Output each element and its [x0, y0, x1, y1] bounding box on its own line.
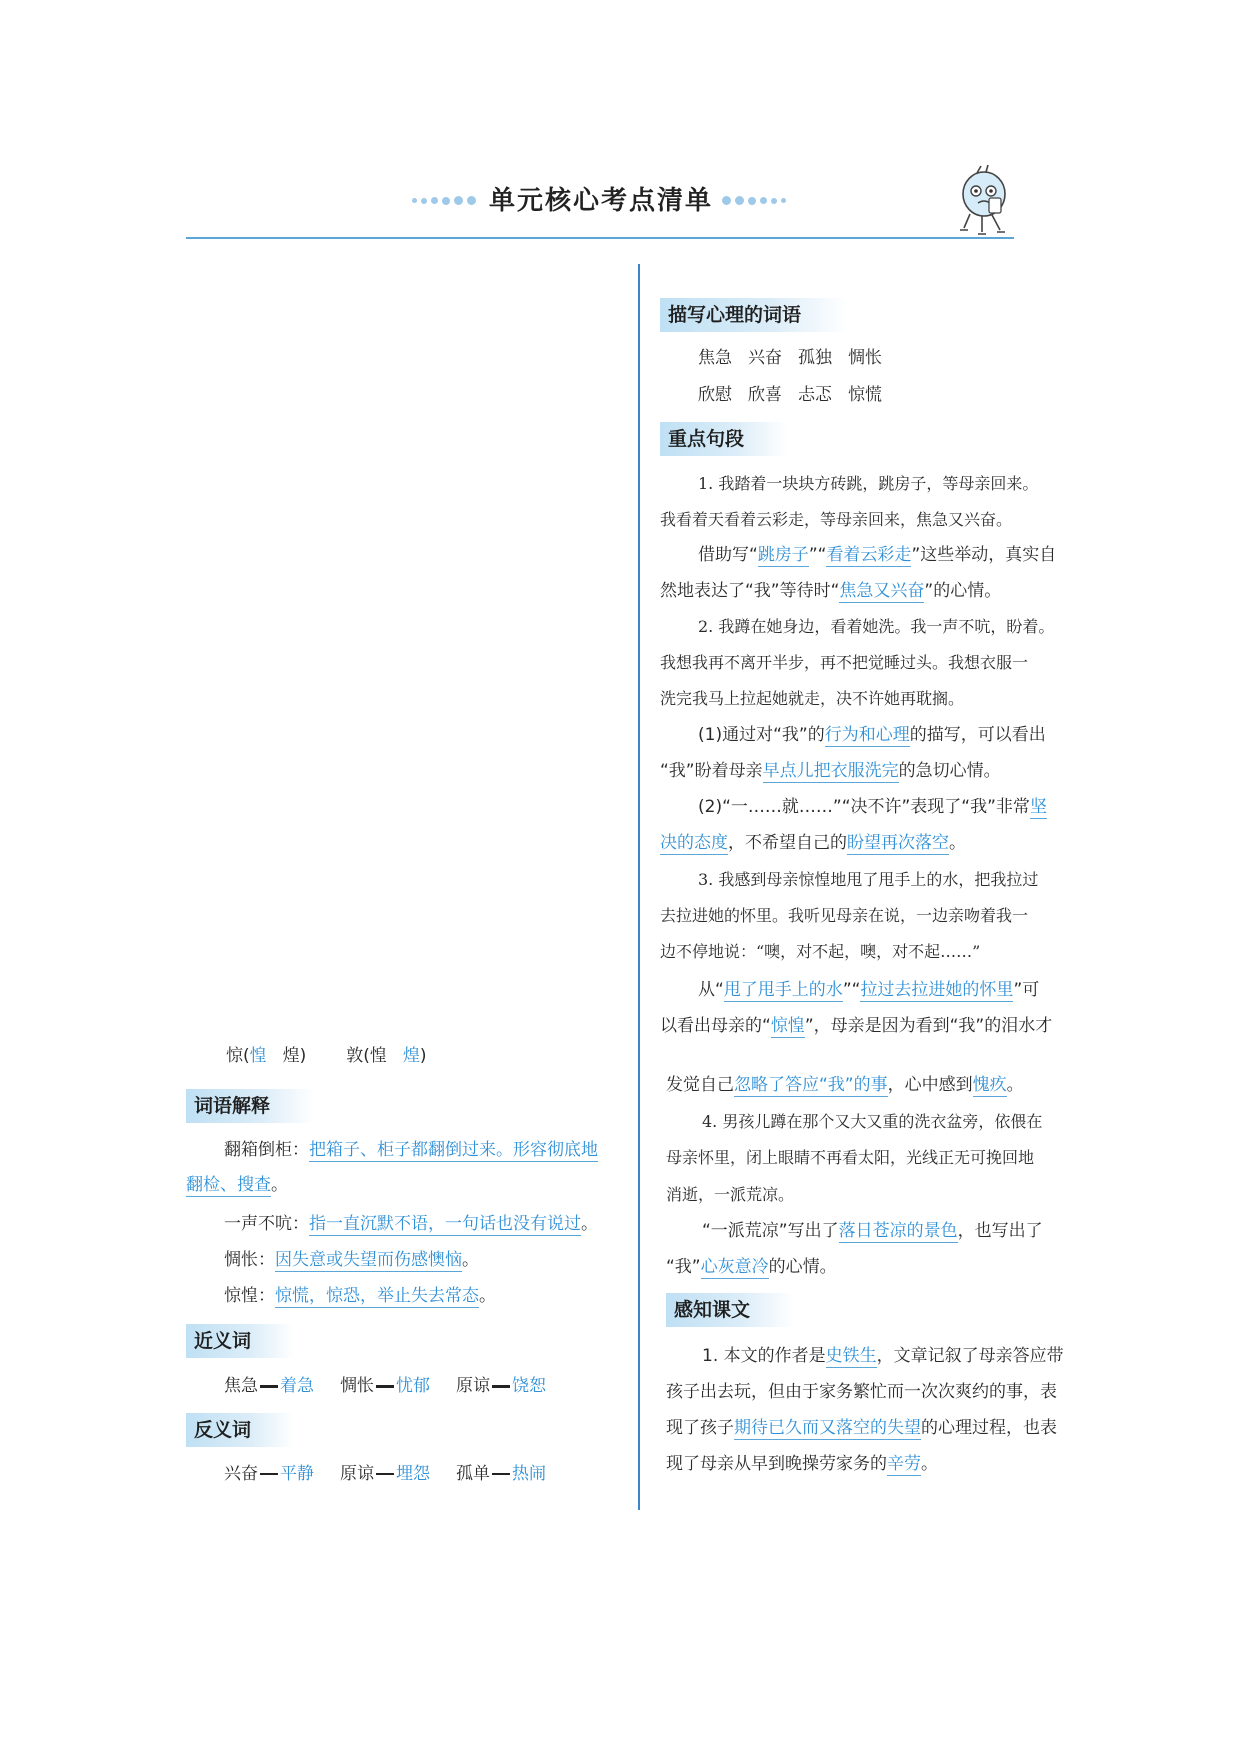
analysis-line: “我”盼着母亲早点儿把衣服洗完的急切心情。 [660, 761, 1001, 781]
analysis-line: 然地表达了“我”等待时“焦急又兴奋”的心情。 [660, 581, 1002, 601]
word-prefix: 惊( [226, 1046, 250, 1066]
answer-text: 着急 [280, 1376, 314, 1396]
answer-text: 心灰意冷 [700, 1257, 769, 1277]
term: 翻箱倒柜： [224, 1140, 309, 1160]
section-heading-antonyms: 反义词 [186, 1413, 294, 1447]
header-rule [186, 237, 1014, 239]
psych-words-row [698, 345, 882, 371]
perceive-line: 孩子出去玩，但由于家务繁忙而一次次爽约的事，表 [666, 1382, 1057, 1402]
answer-text: 拉过去拉进她的怀里 [860, 980, 1014, 1000]
explain-item: 惊惶：惊慌，惊恐，举止失去常态。 [224, 1286, 496, 1306]
answer-text: 饶恕 [512, 1376, 546, 1396]
answer-text: 惊惶 [770, 1016, 805, 1036]
column-divider [638, 264, 640, 1510]
antonyms-row [224, 1461, 546, 1487]
term: 一声不吭： [224, 1214, 309, 1234]
word: 欣喜 [748, 385, 782, 405]
passage-line: 我想我再不离开半步，再不把觉睡过头。我想衣服一 [660, 653, 1029, 672]
analysis-line: “一派荒凉”写出了落日苍凉的景色，也写出了 [702, 1221, 1043, 1241]
analysis-line: 借助写“跳房子”“看着云彩走”这些举动，真实自 [698, 545, 1057, 565]
word: 惊慌 [848, 385, 882, 405]
answer-text: 辛劳 [887, 1454, 921, 1474]
pinyin-pair-row [226, 1043, 427, 1069]
answer-text: 盼望再次落空 [847, 833, 949, 853]
term: 惊惶： [224, 1286, 275, 1306]
answer-text: 早点儿把衣服洗完 [762, 761, 899, 781]
word: 焦急 [224, 1376, 258, 1396]
answer-char: 惶 [249, 1046, 267, 1066]
answer-text: 忽略了答应“我”的事 [734, 1075, 888, 1095]
word: 兴奋 [224, 1464, 258, 1484]
answer-text: 惊慌，惊恐，举止失去常态 [275, 1286, 479, 1306]
answer-text: 焦急又兴奋 [839, 581, 925, 601]
passage-line: 3. 我感到母亲惊惶地甩了甩手上的水，把我拉过 [698, 870, 1039, 889]
explain-item [224, 1137, 598, 1163]
answer-text: 愧疚 [972, 1075, 1007, 1095]
word: 欣慰 [698, 385, 732, 405]
passage-line: 消逝，一派荒凉。 [666, 1185, 795, 1204]
word: 忐忑 [798, 385, 832, 405]
analysis-line: (1)通过对“我”的行为和心理的描写，可以看出 [698, 725, 1046, 745]
word: 兴奋 [748, 348, 782, 368]
answer-text: 甩了甩手上的水 [723, 980, 843, 1000]
term: 惆怅： [224, 1250, 275, 1270]
word: 原谅 [456, 1376, 490, 1396]
answer-text: 热闹 [512, 1464, 546, 1484]
explain-item: 一声不吭：指一直沉默不语，一句话也没有说过。 [224, 1214, 598, 1234]
section-heading-synonyms: 近义词 [186, 1324, 294, 1358]
answer-text: 因失意或失望而伤感懊恼 [275, 1250, 462, 1270]
analysis-line: (2)“一……就……”“决不许”表现了“我”非常坚 [698, 797, 1047, 817]
answer-text: 埋怨 [396, 1464, 430, 1484]
psych-words-row [698, 382, 882, 408]
answer-text: 史铁生 [825, 1346, 877, 1366]
answer-text: 翻检、搜查 [186, 1175, 271, 1195]
answer-text: 坚 [1029, 797, 1047, 817]
word: 孤独 [798, 348, 832, 368]
explain-item-cont: 翻检、搜查。 [186, 1175, 288, 1195]
analysis-line: 以看出母亲的“惊惶”，母亲是因为看到“我”的泪水才 [660, 1016, 1053, 1036]
answer-text: 决的态度 [660, 833, 728, 853]
answer-text: 行为和心理 [824, 725, 910, 745]
section-heading-psych-words: 描写心理的词语 [660, 298, 848, 332]
perceive-line: 现了母亲从早到晚操劳家务的辛劳。 [666, 1454, 938, 1474]
word: 原谅 [340, 1464, 374, 1484]
passage-line: 去拉进她的怀里。我听见母亲在说，一边亲吻着我一 [660, 906, 1029, 925]
section-heading-perceive: 感知课文 [666, 1293, 794, 1327]
word: 惆怅 [340, 1376, 374, 1396]
answer-char: 煌 [402, 1046, 420, 1066]
answer-text: 跳房子 [757, 545, 809, 565]
explain-item: 惆怅：因失意或失望而伤感懊恼。 [224, 1250, 479, 1270]
passage-line: 我看着天看着云彩走，等母亲回来，焦急又兴奋。 [660, 510, 1013, 529]
answer-text: 落日苍凉的景色 [838, 1221, 958, 1241]
analysis-line: 从“甩了甩手上的水”“拉过去拉进她的怀里”可 [698, 980, 1040, 1000]
passage-line: 母亲怀里，闭上眼睛不再看太阳，光线正无可挽回地 [666, 1148, 1035, 1167]
analysis-line: 决的态度，不希望自己的盼望再次落空。 [660, 833, 966, 853]
word-prefix: 敦( [346, 1046, 370, 1066]
section-heading-key-passages: 重点句段 [660, 422, 788, 456]
mascot-icon [952, 164, 1016, 238]
answer-text: 平静 [280, 1464, 314, 1484]
answer-text: 看着云彩走 [826, 545, 912, 565]
answer-text: 忧郁 [396, 1376, 430, 1396]
passage-line: 洗完我马上拉起她就走，决不许她再耽搁。 [660, 689, 965, 708]
choice-char: 煌 [282, 1046, 300, 1066]
section-heading-explain: 词语解释 [186, 1089, 314, 1123]
perceive-line: 1. 本文的作者是史铁生，文章记叙了母亲答应带 [702, 1346, 1064, 1366]
passage-line: 边不停地说：“噢，对不起，噢，对不起……” [660, 942, 981, 961]
header [186, 176, 1016, 226]
word-suffix: ) [419, 1046, 427, 1066]
word: 焦急 [698, 348, 732, 368]
word: 孤单 [456, 1464, 490, 1484]
word-suffix: ) [299, 1046, 307, 1066]
title-dots-right [722, 196, 786, 205]
analysis-line: “我”心灰意冷的心情。 [666, 1257, 837, 1277]
passage-line: 2. 我蹲在她身边，看着她洗。我一声不吭，盼着。 [698, 617, 1055, 636]
answer-text: 期待已久而又落空的失望 [734, 1418, 921, 1438]
word: 惆怅 [848, 348, 882, 368]
passage-line: 4. 男孩儿蹲在那个又大又重的洗衣盆旁，依偎在 [702, 1112, 1043, 1131]
passage-line: 1. 我踏着一块块方砖跳，跳房子，等母亲回来。 [698, 474, 1039, 493]
choice-char: 惶 [369, 1046, 387, 1066]
analysis-line: 发觉自己忽略了答应“我”的事，心中感到愧疚。 [666, 1075, 1024, 1095]
answer-text: 指一直沉默不语，一句话也没有说过 [309, 1214, 581, 1234]
perceive-line: 现了孩子期待已久而又落空的失望的心理过程，也表 [666, 1418, 1057, 1438]
answer-text: 把箱子、柜子都翻倒过来。形容彻底地 [309, 1140, 598, 1160]
synonyms-row [224, 1373, 546, 1399]
page-title: 单元核心考点清单 [488, 186, 713, 216]
